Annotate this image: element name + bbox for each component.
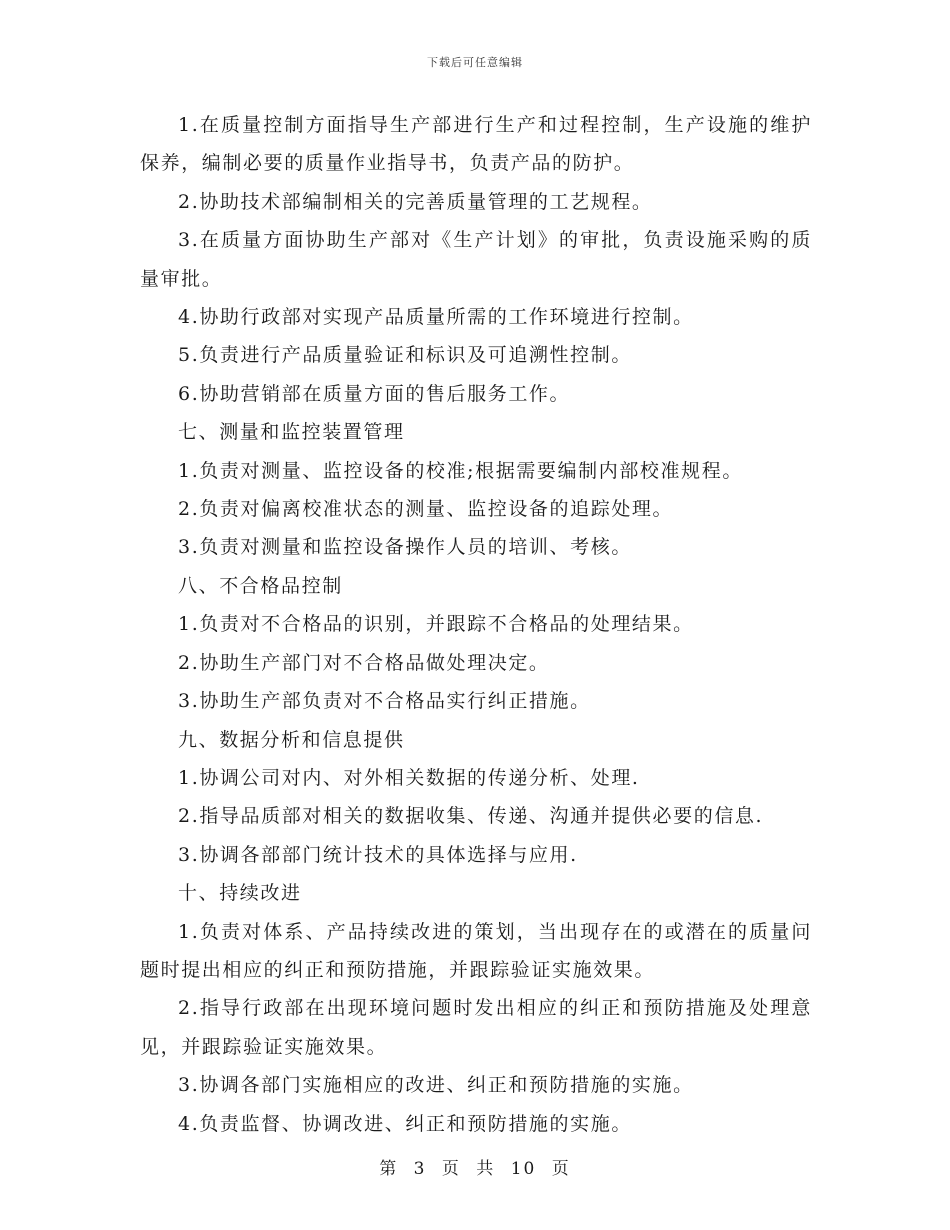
paragraph: 2.负责对偏离校准状态的测量、监控设备的追踪处理。 bbox=[178, 498, 674, 521]
paragraph: 4.协助行政部对实现产品质量所需的工作环境进行控制。 bbox=[178, 306, 694, 329]
paragraph: 6.协助营销部在质量方面的售后服务工作。 bbox=[178, 382, 571, 405]
paragraph: 1.协调公司对内、对外相关数据的传递分析、处理. bbox=[178, 766, 640, 789]
paragraph: 3.在质量方面协助生产部对《生产计划》的审批，负责设施采购的质量审批。 bbox=[140, 229, 812, 290]
page-number-unit: 页 bbox=[441, 1159, 461, 1179]
page-number: 3 bbox=[413, 1159, 427, 1179]
paragraph: 2.指导品质部对相关的数据收集、传递、沟通并提供必要的信息. bbox=[178, 805, 764, 828]
section-heading: 十、持续改进 bbox=[178, 882, 302, 905]
document-body bbox=[140, 106, 812, 1143]
page-header: 下载后可任意编辑 bbox=[427, 56, 523, 69]
page-number-prefix: 第 bbox=[379, 1159, 399, 1179]
section-heading: 七、测量和监控装置管理 bbox=[178, 421, 405, 444]
paragraph: 3.协调各部门实施相应的改进、纠正和预防措施的实施。 bbox=[178, 1074, 694, 1097]
total-pages: 10 bbox=[510, 1159, 537, 1179]
paragraph: 1.负责对体系、产品持续改进的策划，当出现存在的或潜在的质量问题时提出相应的纠正和预防措施，并跟踪验证实施效果。 bbox=[140, 920, 812, 981]
paragraph: 1.在质量控制方面指导生产部进行生产和过程控制，生产设施的维护保养，编制必要的质量作业指导书，负责产品的防护。 bbox=[140, 114, 812, 175]
paragraph: 2.指导行政部在出现环境问题时发出相应的纠正和预防措施及处理意见，并跟踪验证实施效果。 bbox=[140, 997, 812, 1058]
paragraph: 5.负责进行产品质量验证和标识及可追溯性控制。 bbox=[178, 344, 632, 367]
section-heading: 九、数据分析和信息提供 bbox=[178, 728, 405, 751]
total-pages-prefix: 共 bbox=[476, 1159, 496, 1179]
paragraph: 2.协助生产部门对不合格品做处理决定。 bbox=[178, 651, 550, 674]
section-heading: 八、不合格品控制 bbox=[178, 574, 343, 597]
paragraph: 2.协助技术部编制相关的完善质量管理的工艺规程。 bbox=[178, 190, 653, 213]
paragraph: 3.协助生产部负责对不合格品实行纠正措施。 bbox=[178, 690, 591, 713]
paragraph: 4.负责监督、协调改进、纠正和预防措施的实施。 bbox=[178, 1112, 632, 1135]
page-footer bbox=[0, 1154, 950, 1179]
paragraph: 3.协调各部部门统计技术的具体选择与应用. bbox=[178, 843, 578, 866]
paragraph: 1.负责对测量、监控设备的校准;根据需要编制内部校准规程。 bbox=[178, 459, 743, 482]
paragraph: 1.负责对不合格品的识别，并跟踪不合格品的处理结果。 bbox=[178, 613, 694, 636]
total-pages-unit: 页 bbox=[551, 1159, 571, 1179]
paragraph: 3.负责对测量和监控设备操作人员的培训、考核。 bbox=[178, 536, 632, 559]
